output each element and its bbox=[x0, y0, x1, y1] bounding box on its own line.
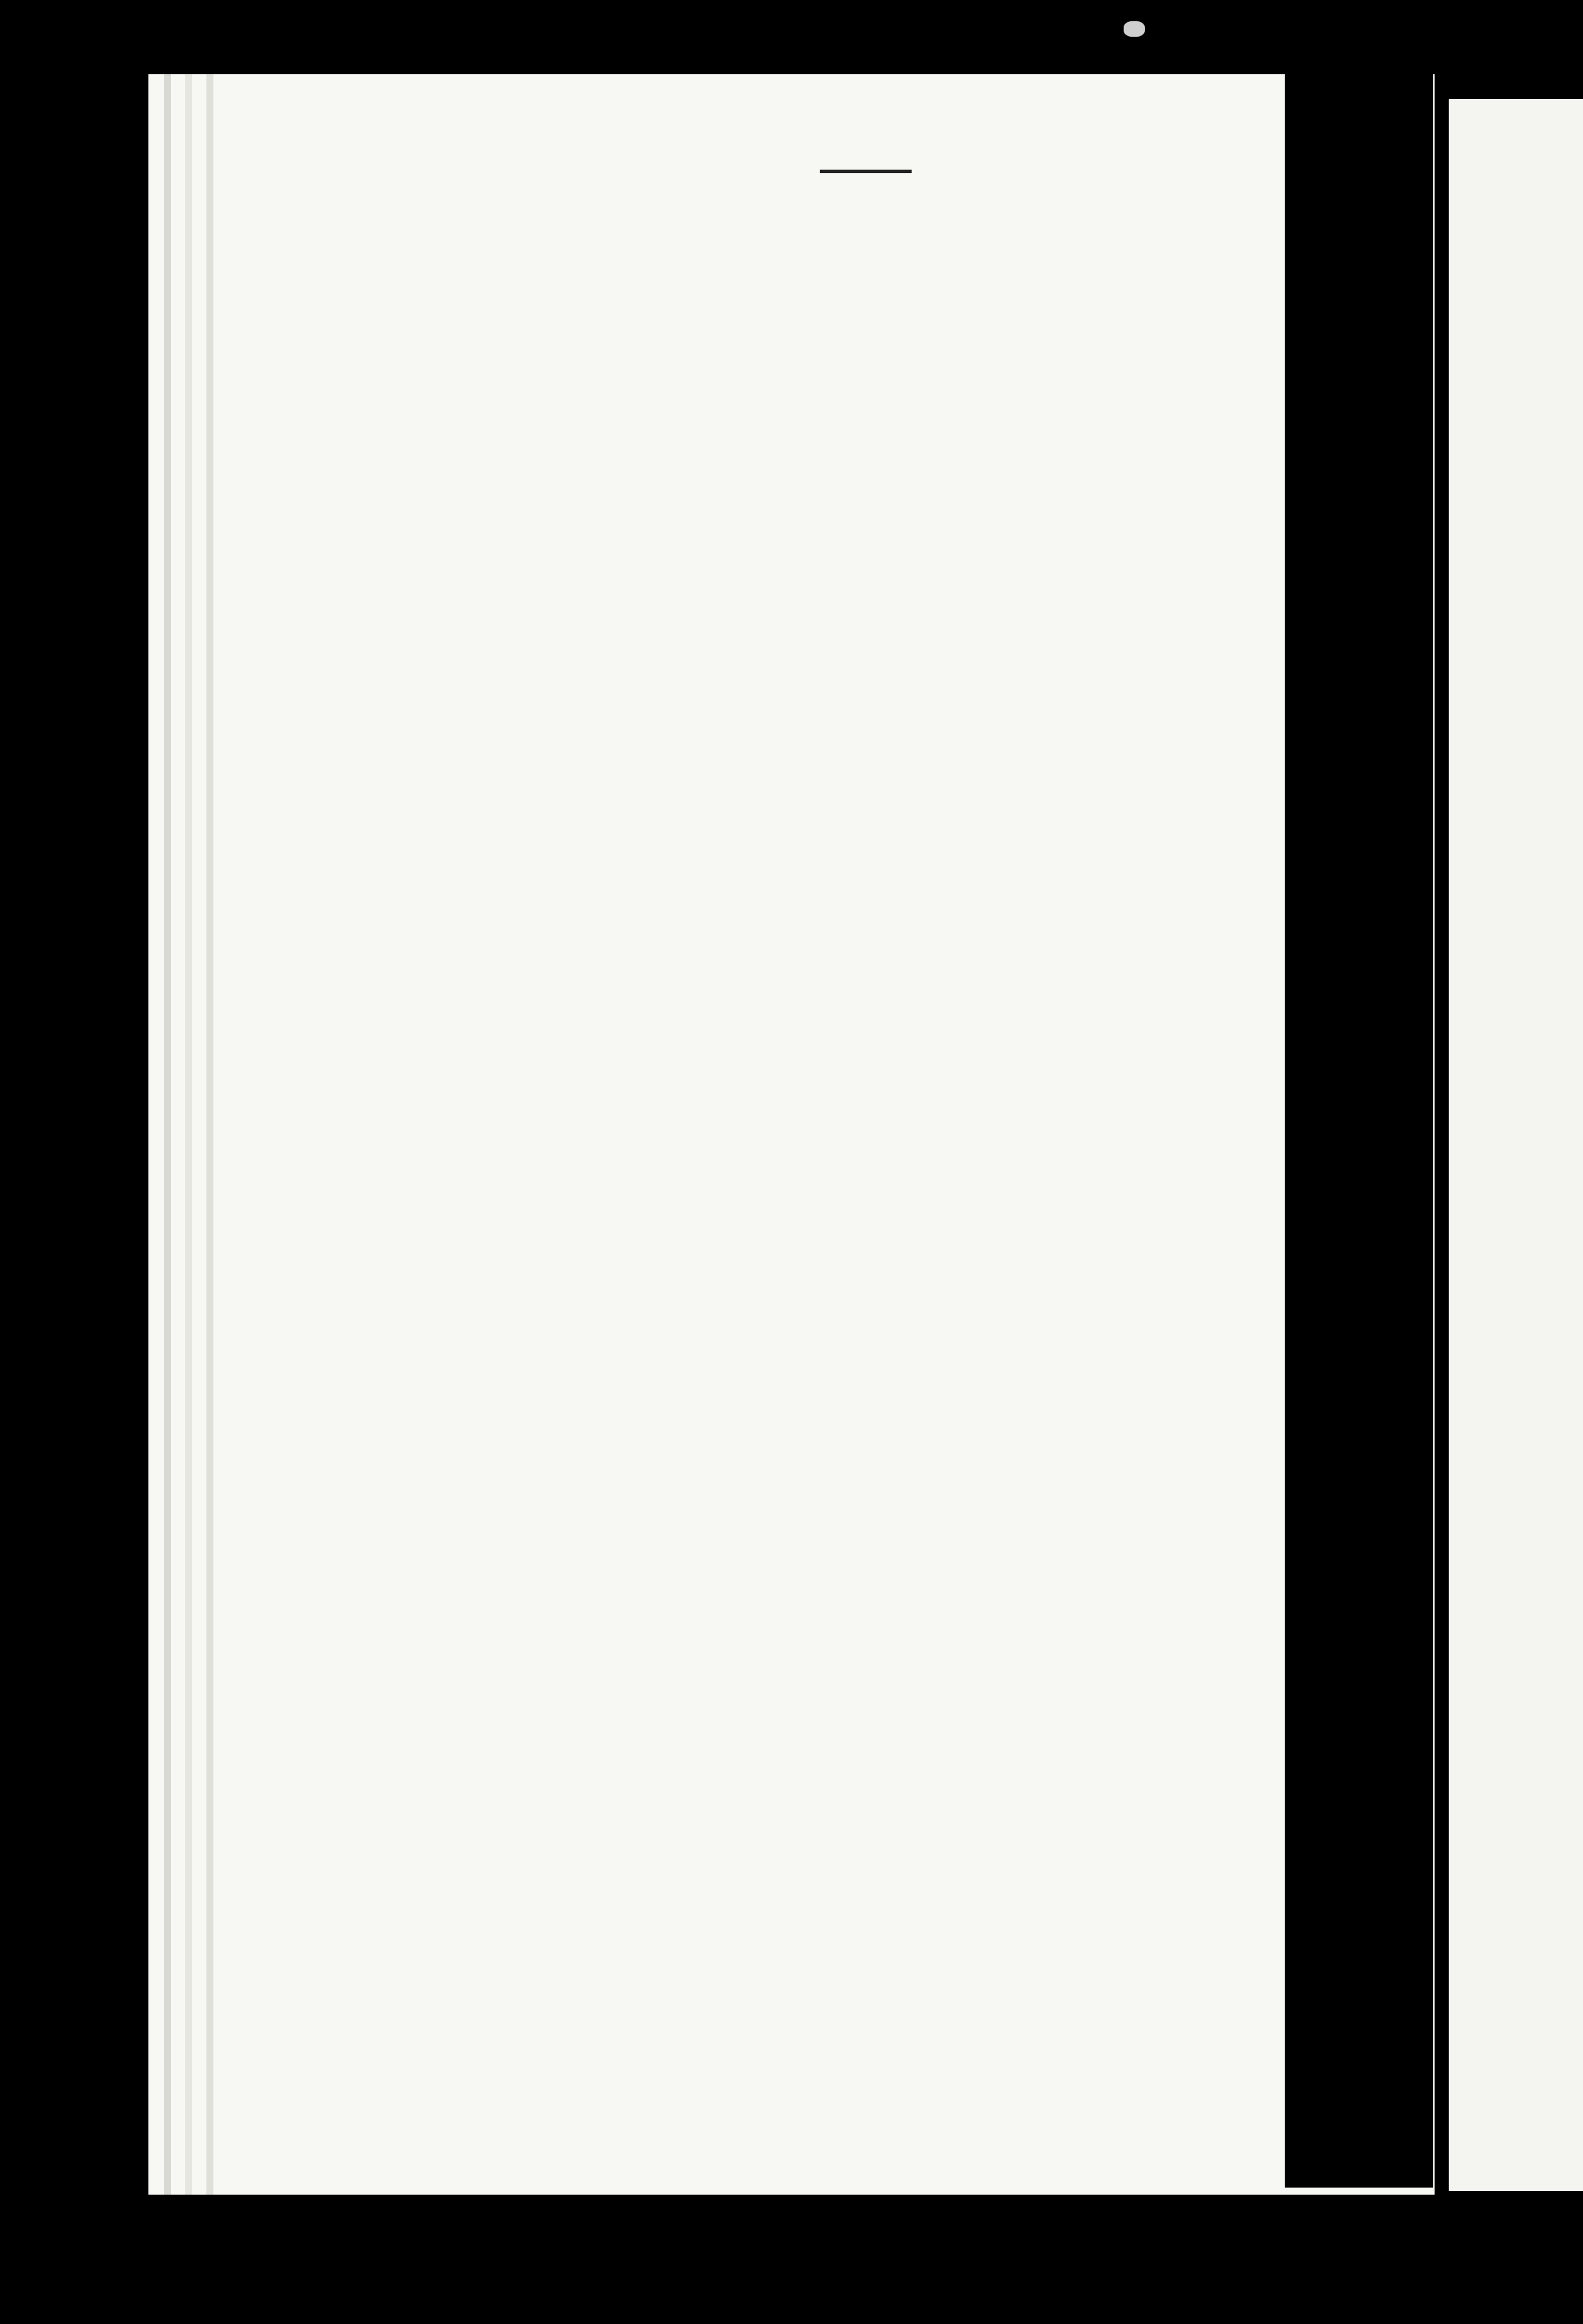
page-number-rule bbox=[820, 170, 912, 173]
facing-page bbox=[1449, 99, 1583, 2191]
gutter bbox=[1285, 25, 1433, 2188]
page-edge bbox=[185, 74, 192, 2195]
page-edge bbox=[206, 74, 213, 2195]
page-edge bbox=[164, 74, 171, 2195]
dust-speck bbox=[1124, 21, 1145, 37]
catalogue-page bbox=[148, 74, 1435, 2195]
